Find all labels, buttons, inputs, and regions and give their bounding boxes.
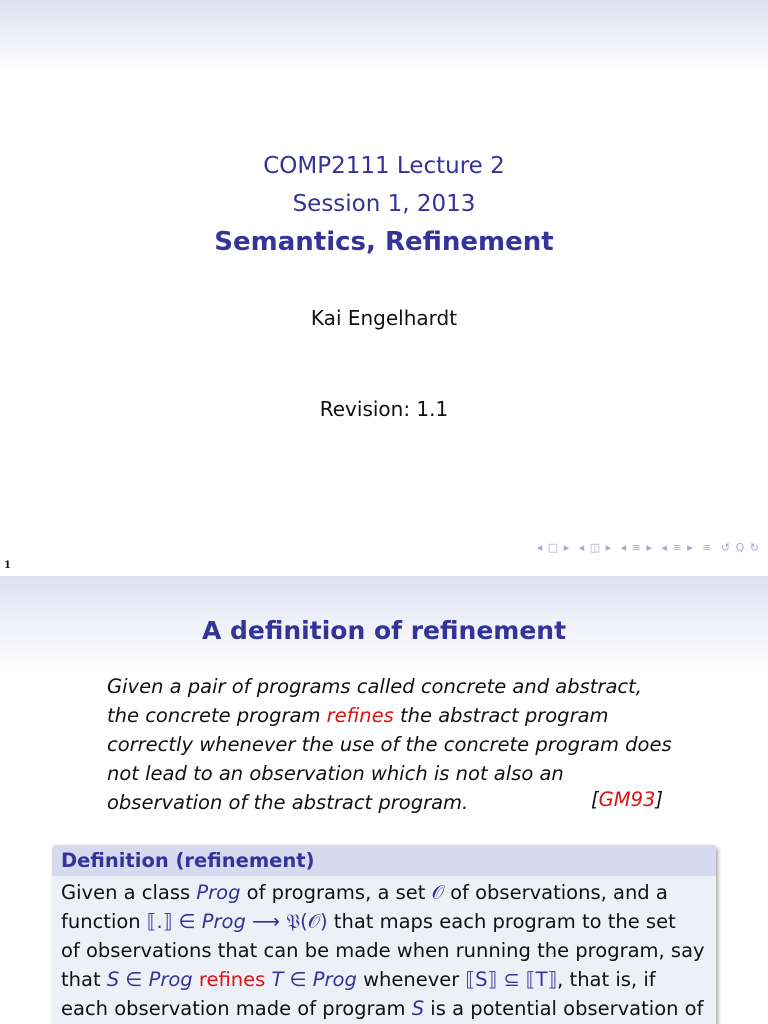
definition-title: Definition (refinement) [52, 845, 716, 876]
nav-search-icon[interactable]: ↺ Q ↻ [720, 541, 760, 554]
title-block [0, 148, 768, 260]
nav-frame-icon[interactable]: ◂ □ ▸ [536, 541, 571, 554]
quote-line: correctly whenever the use of the concrete program does [107, 733, 672, 756]
nav-subsection-icon[interactable]: ◂ ◫ ▸ [578, 541, 613, 554]
citation-link[interactable]: GM93 [598, 788, 656, 811]
revision: Revision: 1.1 [319, 397, 449, 421]
frame-title-bar [0, 576, 768, 672]
nav-section-icon[interactable]: ◂ ≡ ▸ [620, 541, 653, 554]
quote-line: observation of the abstract program. [107, 791, 469, 814]
nav-align-icon[interactable]: ≡ [702, 541, 713, 554]
definition-line: of observations that can be made when running the program, say [61, 939, 705, 962]
quote-line: Given a pair of programs called concrete and abstract, [107, 675, 642, 698]
refines-keyword: refines [192, 968, 272, 991]
lecture-title: Semantics, Refinement [214, 227, 554, 257]
beamer-nav-bar [533, 541, 760, 554]
session-title: Session 1, 2013 [292, 191, 476, 217]
frame-title: A definition of refinement [201, 616, 567, 645]
author: Kai Engelhardt [310, 306, 458, 330]
refinement-slide [0, 576, 768, 1024]
quote-line: not lead to an observation which is not also an [107, 762, 564, 785]
refines-keyword: refines [326, 704, 394, 727]
course-title: COMP2111 Lecture 2 [263, 153, 505, 179]
quote-block [107, 672, 672, 817]
page-number: 1 [4, 560, 11, 571]
definition-line: that S ∈ Prog refines T ∈ Prog whenever ⟦S⟧ ⊆ ⟦T⟧, that is, if [61, 968, 656, 991]
header-gradient [0, 0, 768, 72]
definition-line: each observation made of program S is a potential observation of [61, 997, 704, 1020]
nav-subsection-list-icon[interactable]: ◂ ≡ ▸ [661, 541, 694, 554]
definition-line: function ⟦.⟧ ∈ Prog ⟶ 𝔓(𝒪) that maps each program to the set [61, 910, 676, 933]
quote-line: the concrete program refines the abstract program [107, 704, 609, 727]
citation[interactable]: [GM93] [591, 788, 663, 811]
definition-box [52, 845, 716, 1024]
definition-line: Given a class Prog of programs, a set 𝒪 of observations, and a [61, 881, 668, 904]
definition-body [52, 876, 716, 1023]
